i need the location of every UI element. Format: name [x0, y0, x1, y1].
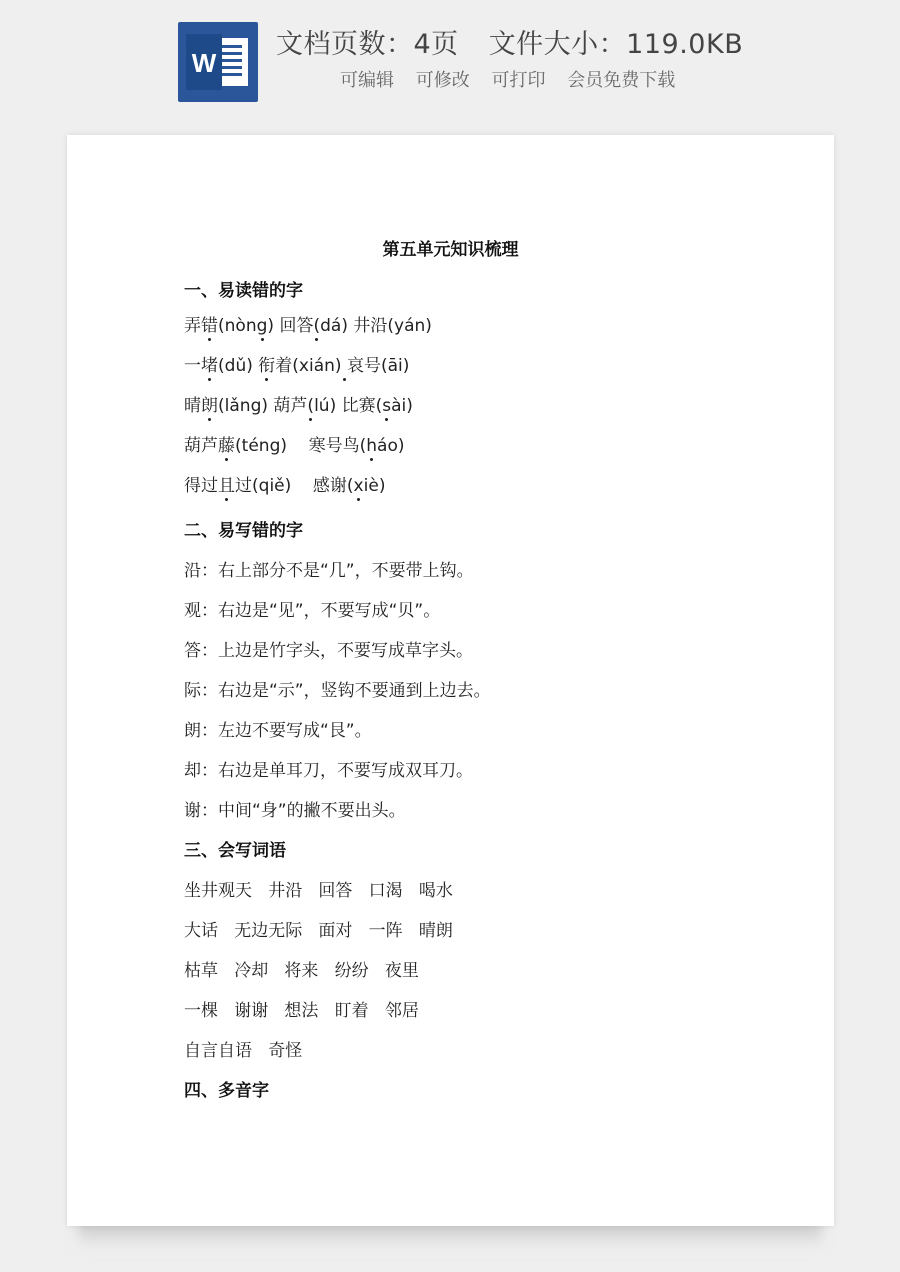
section-heading: 二、易写错的字 [184, 521, 303, 541]
file-size: 文件大小：119.0KB [488, 29, 744, 60]
section-line: 晴朗(lǎng) 葫芦(lú) 比赛(sài) [184, 396, 413, 416]
download-banner [0, 0, 900, 130]
document-page [67, 135, 834, 1226]
word-icon [178, 22, 258, 102]
section-line: 沿：右上部分不是“几”，不要带上钩。 [184, 561, 474, 581]
feature-printable: 可打印 [491, 70, 546, 91]
section-line: 朗：左边不要写成“艮”。 [184, 721, 372, 741]
section-line: 坐井观天 井沿 回答 口渴 喝水 [184, 881, 453, 901]
section-line: 际：右边是“示”，竖钩不要通到上边去。 [184, 681, 491, 701]
section-line: 自言自语 奇怪 [184, 1041, 303, 1061]
section-line: 一棵 谢谢 想法 盯着 邻居 [184, 1001, 419, 1021]
section-heading: 四、多音字 [184, 1081, 269, 1101]
svg-text:W: W [191, 48, 217, 78]
section-line: 观：右边是“见”，不要写成“贝”。 [184, 601, 441, 621]
section-line: 大话 无边无际 面对 一阵 晴朗 [184, 921, 453, 941]
section-line: 枯草 冷却 将来 纷纷 夜里 [184, 961, 419, 981]
section-line: 得过且过(qiě) 感谢(xiè) [184, 476, 386, 496]
feature-editable: 可编辑 [340, 70, 394, 91]
section-heading: 一、易读错的字 [184, 281, 303, 301]
file-info [276, 22, 743, 61]
feature-free-download: 会员免费下载 [567, 70, 676, 91]
feature-list [340, 66, 685, 92]
section-line: 一堵(dǔ) 衔着(xián) 哀号(āi) [184, 356, 410, 376]
section-line: 答：上边是竹字头，不要写成草字头。 [184, 641, 473, 661]
page-count: 文档页数：4页 [276, 29, 459, 60]
section-heading: 三、会写词语 [184, 841, 286, 861]
section-line: 弄错(nòng) 回答(dá) 井沿(yán) [184, 316, 432, 336]
document-title: 第五单元知识梳理 [382, 240, 519, 260]
feature-modifiable: 可修改 [415, 70, 470, 91]
section-line: 却：右边是单耳刀，不要写成双耳刀。 [184, 761, 473, 781]
section-line: 谢：中间“身”的撇不要出头。 [184, 801, 406, 821]
section-line: 葫芦藤(téng) 寒号鸟(háo) [184, 436, 405, 456]
